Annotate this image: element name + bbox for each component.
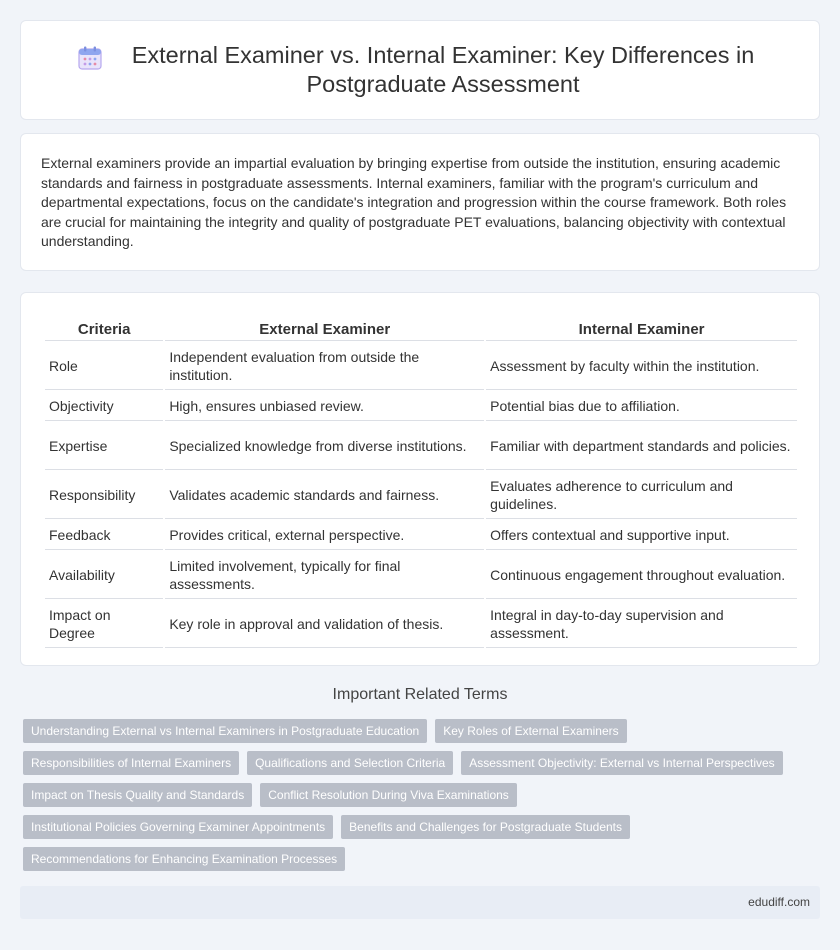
table-row <box>45 392 797 421</box>
tag-row <box>23 815 823 839</box>
cell-internal: Familiar with department standards and policies. <box>486 423 797 470</box>
cell-criteria: Availability <box>45 552 163 599</box>
footer-brand-link[interactable]: edudiff.com <box>748 895 810 909</box>
cell-internal: Continuous engagement throughout evaluation. <box>486 552 797 599</box>
cell-internal: Assessment by faculty within the institution. <box>486 343 797 390</box>
cell-external: Validates academic standards and fairness. <box>165 472 484 519</box>
related-term-tag[interactable]: Assessment Objectivity: External vs Internal Perspectives <box>461 751 782 775</box>
tag-row <box>23 847 823 871</box>
table-row <box>45 601 797 648</box>
cell-criteria: Objectivity <box>45 392 163 421</box>
related-terms-list <box>23 719 823 879</box>
cell-internal: Potential bias due to affiliation. <box>486 392 797 421</box>
cell-criteria: Expertise <box>45 423 163 470</box>
header-criteria: Criteria <box>45 315 163 341</box>
cell-external: Independent evaluation from outside the institution. <box>165 343 484 390</box>
related-term-tag[interactable]: Conflict Resolution During Viva Examinations <box>260 783 517 807</box>
cell-criteria: Responsibility <box>45 472 163 519</box>
related-term-tag[interactable]: Key Roles of External Examiners <box>435 719 626 743</box>
comparison-table <box>43 313 799 650</box>
cell-criteria: Feedback <box>45 521 163 550</box>
table-row <box>45 552 797 599</box>
comparison-card <box>20 292 820 666</box>
calendar-icon <box>77 45 103 71</box>
table-row <box>45 521 797 550</box>
cell-external: Specialized knowledge from diverse institutions. <box>165 423 484 470</box>
related-term-tag[interactable]: Understanding External vs Internal Examiners in Postgraduate Education <box>23 719 427 743</box>
related-term-tag[interactable]: Qualifications and Selection Criteria <box>247 751 453 775</box>
cell-external: Limited involvement, typically for final assessments. <box>165 552 484 599</box>
footer <box>20 886 820 919</box>
title-wrap <box>77 41 763 99</box>
cell-internal: Integral in day-to-day supervision and assessment. <box>486 601 797 648</box>
cell-internal: Evaluates adherence to curriculum and guidelines. <box>486 472 797 519</box>
page-title: External Examiner vs. Internal Examiner: Key Differences in Postgraduate Assessment <box>131 42 755 97</box>
intro-paragraph: External examiners provide an impartial evaluation by bringing expertise from outside the institution, ensuring academic standards and fairness in postgraduate assessments. Internal examiners, familiar with the program's curriculum and departmental expectations, focus on the candidate's integration and progression within the course framework. Both roles are crucial for maintaining the integrity and quality of postgraduate PET evaluations, balancing objectivity with contextual understanding. <box>41 155 787 250</box>
tag-row <box>23 783 823 807</box>
related-terms-title: Important Related Terms <box>332 686 508 703</box>
cell-external: Provides critical, external perspective. <box>165 521 484 550</box>
related-term-tag[interactable]: Recommendations for Enhancing Examination Processes <box>23 847 345 871</box>
header-card <box>20 20 820 120</box>
cell-external: High, ensures unbiased review. <box>165 392 484 421</box>
header-internal: Internal Examiner <box>486 315 797 341</box>
table-header-row <box>45 315 797 341</box>
related-term-tag[interactable]: Benefits and Challenges for Postgraduate Students <box>341 815 630 839</box>
tag-row <box>23 751 823 775</box>
related-term-tag[interactable]: Institutional Policies Governing Examiner Appointments <box>23 815 333 839</box>
cell-criteria: Impact on Degree <box>45 601 163 648</box>
header-external: External Examiner <box>165 315 484 341</box>
cell-external: Key role in approval and validation of thesis. <box>165 601 484 648</box>
table-row <box>45 472 797 519</box>
cell-internal: Offers contextual and supportive input. <box>486 521 797 550</box>
tag-row <box>23 719 823 743</box>
cell-criteria: Role <box>45 343 163 390</box>
related-term-tag[interactable]: Responsibilities of Internal Examiners <box>23 751 239 775</box>
table-row <box>45 343 797 390</box>
related-term-tag[interactable]: Impact on Thesis Quality and Standards <box>23 783 252 807</box>
table-row <box>45 423 797 470</box>
intro-card <box>20 133 820 271</box>
